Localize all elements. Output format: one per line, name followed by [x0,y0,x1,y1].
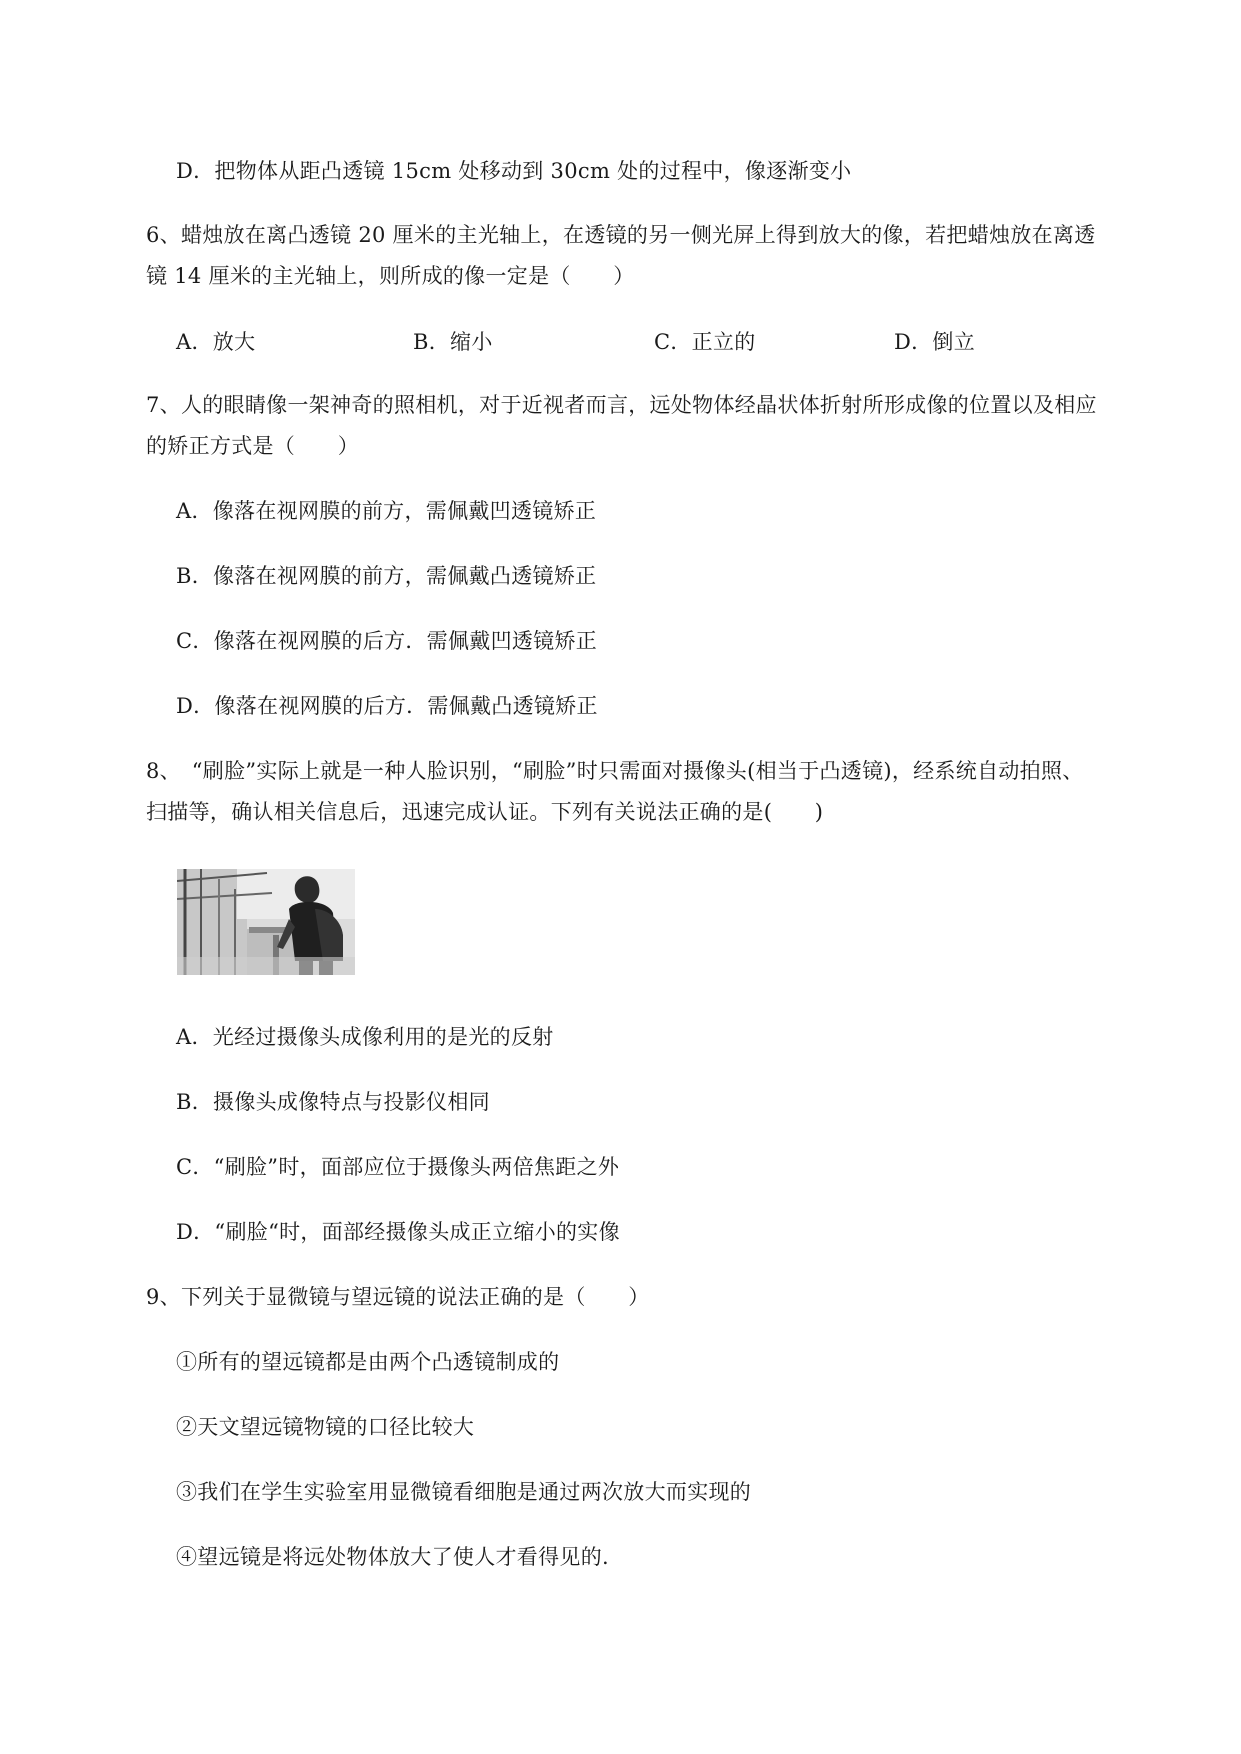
q9-statement-2: ②天文望远镜物镜的口径比较大 [176,1415,475,1439]
q9-stem: 9、下列关于显微镜与望远镜的说法正确的是（ ） [146,1285,650,1309]
q9-statement-1: ①所有的望远镜都是由两个凸透镜制成的 [176,1350,560,1374]
q8-option-d: D．“刷脸“时，面部经摄像头成正立缩小的实像 [176,1220,620,1244]
q7-option-d: D．像落在视网膜的后方．需佩戴凸透镜矫正 [176,694,598,718]
q7-option-b: B．像落在视网膜的前方，需佩戴凸透镜矫正 [176,564,597,588]
q8-option-a: A．光经过摄像头成像利用的是光的反射 [176,1025,554,1049]
q6-stem-line1: 6、蜡烛放在离凸透镜 20 厘米的主光轴上，在透镜的另一侧光屏上得到放大的像，若把蜡烛放在离透 [146,223,1096,247]
q7-stem-line2: 的矫正方式是（ ） [146,434,359,458]
q7-option-a: A．像落在视网膜的前方，需佩戴凹透镜矫正 [176,499,597,523]
q7-option-c: C．像落在视网膜的后方．需佩戴凹透镜矫正 [176,629,598,653]
q6-option-b: B．缩小 [413,330,493,354]
face-scan-photo [177,869,355,975]
q6-option-a: A．放大 [176,330,256,354]
q8-option-c: C．“刷脸”时，面部应位于摄像头两倍焦距之外 [176,1155,620,1179]
q6-stem-line2: 镜 14 厘米的主光轴上，则所成的像一定是（ ） [146,264,635,288]
q8-stem-line1: 8、 “刷脸”实际上就是一种人脸识别，“刷脸”时只需面对摄像头(相当于凸透镜)，经系统自动拍照、 [146,759,1084,783]
q9-statement-4: ④望远镜是将远处物体放大了使人才看得见的. [176,1545,609,1569]
q6-option-d: D．倒立 [894,330,976,354]
q6-options [176,327,1076,357]
q7-stem-line1: 7、人的眼睛像一架神奇的照相机，对于近视者而言，远处物体经晶状体折射所形成像的位置以及相应 [146,393,1097,417]
q8-stem-line2: 扫描等，确认相关信息后，迅速完成认证。下列有关说法正确的是( ) [146,800,824,824]
q6-option-c: C．正立的 [654,330,756,354]
q8-option-b: B．摄像头成像特点与投影仪相同 [176,1090,490,1114]
q9-statement-3: ③我们在学生实验室用显微镜看细胞是通过两次放大而实现的 [176,1480,752,1504]
q5-option-d: D．把物体从距凸透镜 15cm 处移动到 30cm 处的过程中，像逐渐变小 [176,159,852,183]
face-scan-photo-illustration [177,869,355,975]
